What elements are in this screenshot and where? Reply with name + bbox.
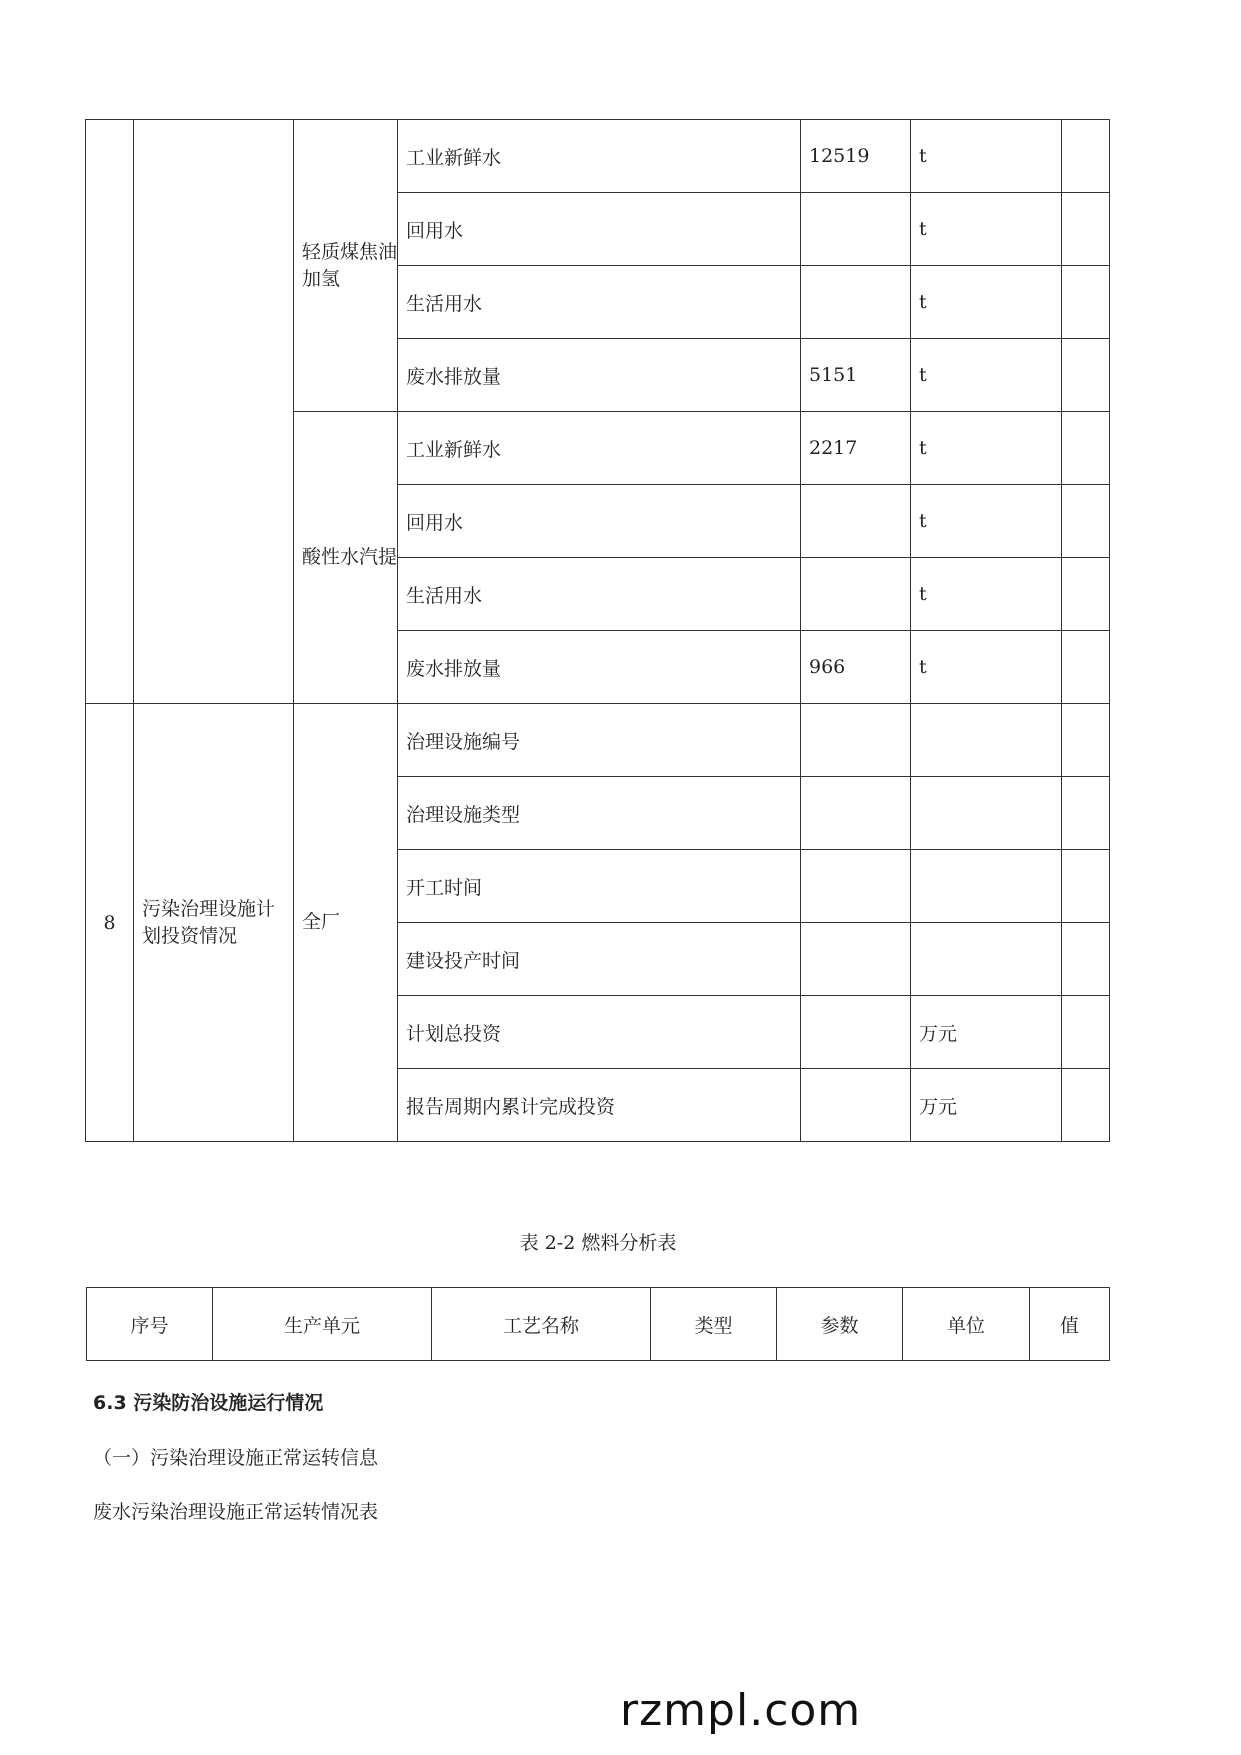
extra-cell (1062, 485, 1110, 558)
item-cell: 工业新鲜水 (398, 120, 801, 193)
unit-cell: 万元 (911, 996, 1062, 1069)
header-cell-value: 值 (1030, 1288, 1110, 1361)
unit-cell: t (911, 558, 1062, 631)
table-title: 废水污染治理设施正常运转情况表 (93, 1501, 379, 1523)
extra-cell (1062, 777, 1110, 850)
header-cell-type: 类型 (651, 1288, 777, 1361)
item-cell: 回用水 (398, 485, 801, 558)
item-cell: 开工时间 (398, 850, 801, 923)
extra-cell (1062, 558, 1110, 631)
watermark: rzmpl.com (620, 1685, 862, 1736)
value-cell: 966 (801, 631, 911, 704)
header-cell-process: 工艺名称 (432, 1288, 651, 1361)
value-cell (801, 777, 911, 850)
item-cell: 报告周期内累计完成投资 (398, 1069, 801, 1142)
header-cell-index: 序号 (87, 1288, 213, 1361)
row-number-cell: 8 (86, 704, 134, 1142)
section-heading: 6.3 污染防治设施运行情况 (93, 1392, 324, 1414)
unit-cell: t (911, 412, 1062, 485)
unit-cell (911, 850, 1062, 923)
item-cell: 回用水 (398, 193, 801, 266)
value-cell (801, 266, 911, 339)
unit-cell: t (911, 339, 1062, 412)
extra-cell (1062, 631, 1110, 704)
water-usage-table (85, 119, 1110, 1142)
unit-cell: t (911, 485, 1062, 558)
item-cell: 生活用水 (398, 266, 801, 339)
extra-cell (1062, 923, 1110, 996)
extra-cell (1062, 266, 1110, 339)
process-name-cell: 轻质煤焦油加氢 (294, 120, 398, 412)
value-cell (801, 850, 911, 923)
extra-cell (1062, 412, 1110, 485)
category-cell (134, 120, 294, 704)
value-cell (801, 558, 911, 631)
extra-cell (1062, 339, 1110, 412)
item-cell: 废水排放量 (398, 339, 801, 412)
fuel-analysis-table (86, 1287, 1110, 1361)
item-cell: 治理设施编号 (398, 704, 801, 777)
header-cell-unit: 单位 (903, 1288, 1030, 1361)
unit-cell: t (911, 631, 1062, 704)
extra-cell (1062, 850, 1110, 923)
header-cell-unit-name: 生产单元 (213, 1288, 432, 1361)
item-cell: 计划总投资 (398, 996, 801, 1069)
row-number-cell (86, 120, 134, 704)
value-cell: 2217 (801, 412, 911, 485)
value-cell (801, 193, 911, 266)
table-row (86, 704, 1110, 777)
category-cell: 污染治理设施计划投资情况 (134, 704, 294, 1142)
value-cell (801, 485, 911, 558)
value-cell (801, 996, 911, 1069)
value-cell: 12519 (801, 120, 911, 193)
header-cell-parameter: 参数 (777, 1288, 903, 1361)
item-cell: 工业新鲜水 (398, 412, 801, 485)
value-cell (801, 923, 911, 996)
unit-cell (911, 923, 1062, 996)
unit-cell (911, 704, 1062, 777)
fuel-table-header-row (87, 1288, 1110, 1361)
unit-cell: 万元 (911, 1069, 1062, 1142)
extra-cell (1062, 120, 1110, 193)
value-cell: 5151 (801, 339, 911, 412)
value-cell (801, 1069, 911, 1142)
process-name-cell: 酸性水汽提 (294, 412, 398, 704)
item-cell: 废水排放量 (398, 631, 801, 704)
process-name-cell: 全厂 (294, 704, 398, 1142)
table-caption: 表 2-2 燃料分析表 (519, 1232, 677, 1254)
item-cell: 生活用水 (398, 558, 801, 631)
sub-heading: （一）污染治理设施正常运转信息 (93, 1447, 379, 1469)
unit-cell: t (911, 266, 1062, 339)
unit-cell: t (911, 193, 1062, 266)
value-cell (801, 704, 911, 777)
extra-cell (1062, 193, 1110, 266)
table-row (86, 120, 1110, 193)
item-cell: 治理设施类型 (398, 777, 801, 850)
unit-cell: t (911, 120, 1062, 193)
item-cell: 建设投产时间 (398, 923, 801, 996)
unit-cell (911, 777, 1062, 850)
extra-cell (1062, 1069, 1110, 1142)
extra-cell (1062, 996, 1110, 1069)
extra-cell (1062, 704, 1110, 777)
